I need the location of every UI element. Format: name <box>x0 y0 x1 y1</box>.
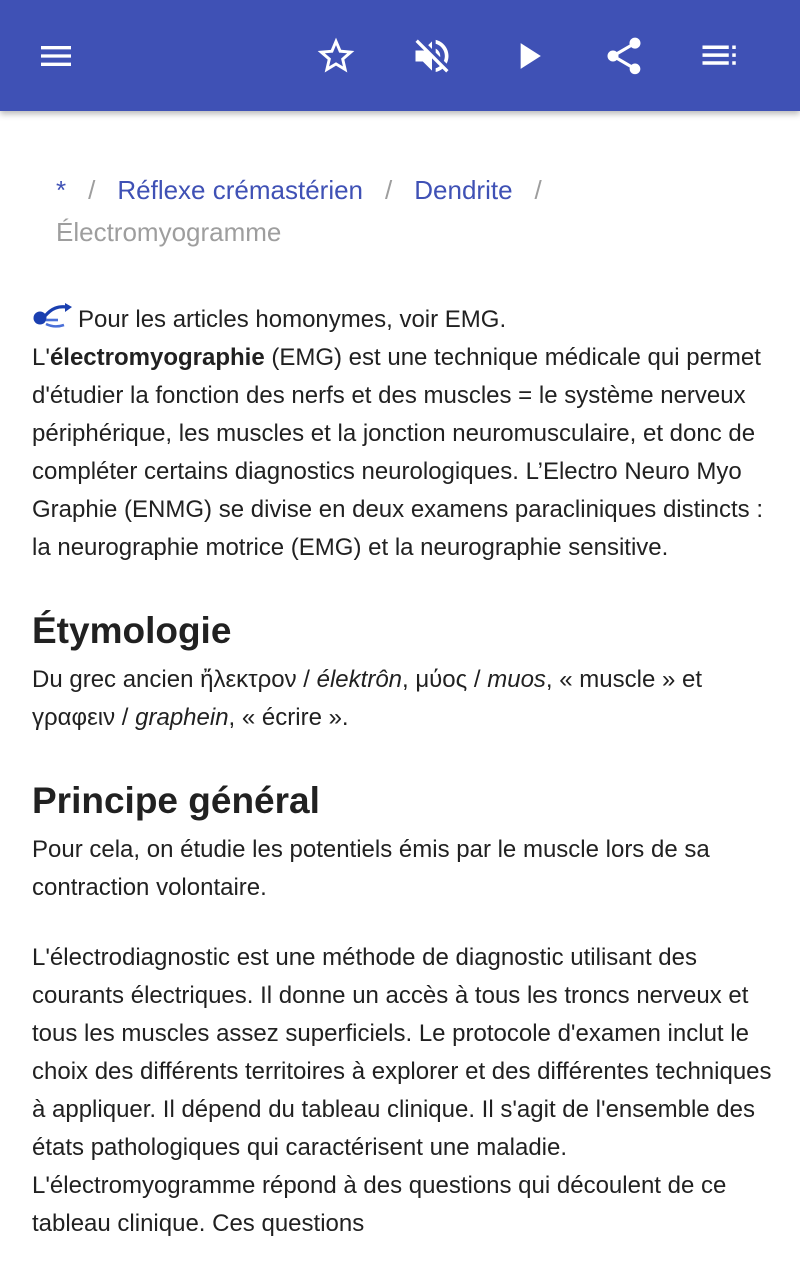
menu-icon <box>36 36 76 76</box>
breadcrumb-reflexe-cremasterien[interactable]: Réflexe crémastérien <box>117 175 364 205</box>
breadcrumb-dendrite[interactable]: Dendrite <box>414 175 513 205</box>
play-icon <box>506 34 550 78</box>
share-icon <box>602 34 646 78</box>
favorite-button[interactable] <box>304 24 368 88</box>
menu-button[interactable] <box>24 24 88 88</box>
breadcrumb <box>32 169 772 253</box>
star-icon <box>314 34 358 78</box>
principle-paragraph-1: Pour cela, on étudie les potentiels émis par le muscle lors de sa contraction volontaire. <box>32 836 710 901</box>
principle-paragraph-2: L'électrodiagnostic est une méthode de diagnostic utilisant des courants électriques. Il donne un accès à tous les troncs nerveux et tous les muscles assez superficiels. Le protocole d'examen inclut le choix des différents territoires à explorer et des différentes techniques à appliquer. Il dépend du tableau clinique. Il s'agit de l'ensemble des états pathologiques qui caractérisent une maladie. L'électromyogramme répond à des questions qui découlent de ce tableau clinique. Ces questions <box>32 944 772 1237</box>
breadcrumb-separator: / <box>88 175 96 205</box>
disambiguation-icon <box>32 303 72 329</box>
intro-term: électromyographie <box>49 344 265 371</box>
breadcrumb-current: Électromyogramme <box>56 217 282 247</box>
breadcrumb-separator: / <box>385 175 393 205</box>
play-button[interactable] <box>496 24 560 88</box>
mute-button[interactable] <box>400 24 464 88</box>
breadcrumb-separator: / <box>534 175 542 205</box>
breadcrumb-home[interactable]: * <box>56 175 67 205</box>
playlist-icon <box>699 35 741 77</box>
intro-paragraph: L'électromyographie (EMG) est une technique médicale qui permet d'étudier la fonction des nerfs et des muscles = le système nerveux périphérique, les muscles et la jonction neuromusculaire, et donc de compléter certains diagnostics neurologiques. L’Electro Neuro Myo Graphie (ENMG) se divise en deux examens paracliniques distincts : la neurographie motrice (EMG) et la neurographie sensitive. <box>32 344 763 561</box>
share-button[interactable] <box>592 24 656 88</box>
table-of-contents-button[interactable] <box>688 24 752 88</box>
heading-principe-general: Principe général <box>32 780 320 821</box>
hatnote-text: Pour les articles homonymes, voir EMG. <box>78 306 507 333</box>
app-toolbar <box>0 0 800 111</box>
heading-etymologie: Étymologie <box>32 610 232 651</box>
volume-off-icon <box>410 34 454 78</box>
disambiguation-note <box>32 301 772 339</box>
etymology-paragraph: Du grec ancien ἤλεκτρον / élektrôn, μύος / muos, « muscle » et γραφειν / graphein, « écrire ». <box>32 666 702 731</box>
article-content <box>32 111 772 1243</box>
